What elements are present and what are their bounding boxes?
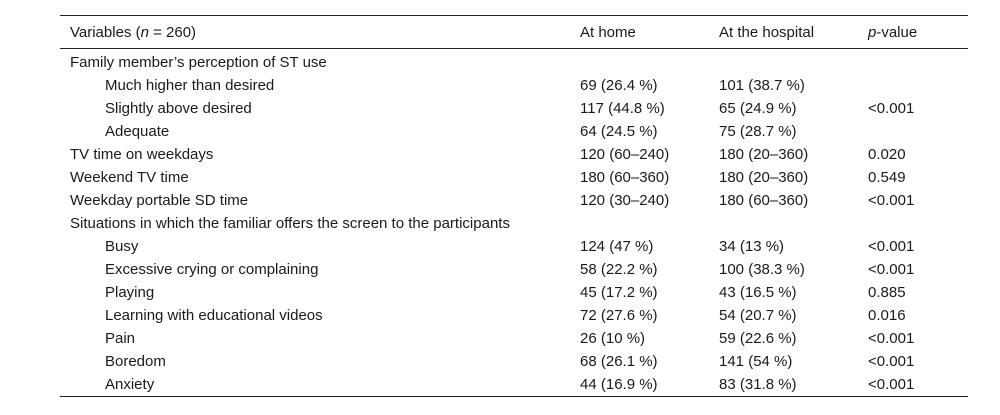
table-row: [60, 281, 968, 304]
header-at-hospital: At the hospital: [719, 23, 815, 41]
row-home: 44 (16.9 %): [580, 376, 658, 393]
row-p: <0.001: [868, 353, 915, 370]
row-home: 69 (26.4 %): [580, 77, 658, 94]
row-home: 120 (60–240): [580, 146, 670, 163]
row-label: Anxiety: [105, 376, 155, 393]
row-p: <0.001: [868, 376, 915, 393]
row-hospital: 180 (20–360): [719, 169, 809, 186]
row-hospital: 75 (28.7 %): [719, 123, 797, 140]
row-home: [570, 49, 709, 75]
table-row: [60, 350, 968, 373]
row-label: Excessive crying or complaining: [105, 261, 319, 278]
row-p: [858, 212, 968, 235]
header-row: [60, 16, 968, 49]
table-row: [60, 327, 968, 350]
row-hospital: 43 (16.5 %): [719, 284, 797, 301]
row-hospital: 180 (60–360): [719, 192, 809, 209]
header-variables-prefix: Variables (: [70, 23, 141, 41]
row-home: 64 (24.5 %): [580, 123, 658, 140]
table-row: [60, 97, 968, 120]
row-p: [858, 74, 968, 97]
row-p: <0.001: [868, 192, 915, 209]
row-p: [858, 120, 968, 143]
row-p: <0.001: [868, 261, 915, 278]
row-home: 68 (26.1 %): [580, 353, 658, 370]
row-p: [858, 49, 968, 75]
row-home: 180 (60–360): [580, 169, 670, 186]
table-row: [60, 74, 968, 97]
row-home: 72 (27.6 %): [580, 307, 658, 324]
row-hospital: 83 (31.8 %): [719, 376, 797, 393]
row-label: Adequate: [105, 123, 170, 140]
row-label: TV time on weekdays: [70, 146, 214, 163]
row-hospital: 54 (20.7 %): [719, 307, 797, 324]
row-hospital: 100 (38.3 %): [719, 261, 805, 278]
row-p: <0.001: [868, 238, 915, 255]
table-row: [60, 166, 968, 189]
row-label: Busy: [105, 238, 139, 255]
row-p: 0.020: [868, 146, 906, 163]
row-label: Situations in which the familiar offers the screen to the participants: [70, 215, 510, 232]
table-row: [60, 258, 968, 281]
row-label: Weekday portable SD time: [70, 192, 249, 209]
row-p: <0.001: [868, 100, 915, 117]
row-label: Much higher than desired: [105, 77, 275, 94]
header-p-value: [858, 16, 968, 49]
row-label: Playing: [105, 284, 155, 301]
row-label: Slightly above desired: [105, 100, 252, 117]
header-variables-n: n: [140, 23, 149, 41]
row-home: 117 (44.8 %): [580, 100, 665, 117]
row-home: [570, 212, 709, 235]
results-table: [60, 15, 968, 397]
row-label: Weekend TV time: [70, 169, 189, 186]
row-label: Family member’s perception of ST use: [70, 54, 327, 71]
table-row: [60, 143, 968, 166]
row-p: 0.549: [868, 169, 906, 186]
row-p: <0.001: [868, 330, 915, 347]
row-home: 26 (10 %): [580, 330, 646, 347]
row-hospital: 180 (20–360): [719, 146, 809, 163]
row-label: Pain: [105, 330, 136, 347]
row-home: 45 (17.2 %): [580, 284, 658, 301]
row-hospital: 34 (13 %): [719, 238, 785, 255]
table-row: [60, 212, 968, 235]
header-p-italic: p: [868, 23, 877, 41]
header-variables: [60, 16, 570, 49]
header-at-home: At home: [580, 23, 636, 41]
row-p: 0.885: [868, 284, 906, 301]
row-label: Learning with educational videos: [105, 307, 323, 324]
row-p: 0.016: [868, 307, 906, 324]
row-hospital: 141 (54 %): [719, 353, 793, 370]
header-p-suffix: -value: [876, 23, 918, 41]
table-row: [60, 189, 968, 212]
row-hospital: 59 (22.6 %): [719, 330, 797, 347]
row-home: 120 (30–240): [580, 192, 670, 209]
row-hospital: 65 (24.9 %): [719, 100, 797, 117]
table-row: [60, 373, 968, 397]
row-home: 58 (22.2 %): [580, 261, 658, 278]
row-hospital: [709, 49, 858, 75]
row-hospital: 101 (38.7 %): [719, 77, 805, 94]
table-row: [60, 235, 968, 258]
header-variables-suffix: = 260): [148, 23, 197, 41]
row-hospital: [709, 212, 858, 235]
row-home: 124 (47 %): [580, 238, 654, 255]
results-table-container: [60, 15, 968, 397]
table-row: [60, 304, 968, 327]
table-row: [60, 120, 968, 143]
table-row: [60, 49, 968, 75]
row-label: Boredom: [105, 353, 166, 370]
